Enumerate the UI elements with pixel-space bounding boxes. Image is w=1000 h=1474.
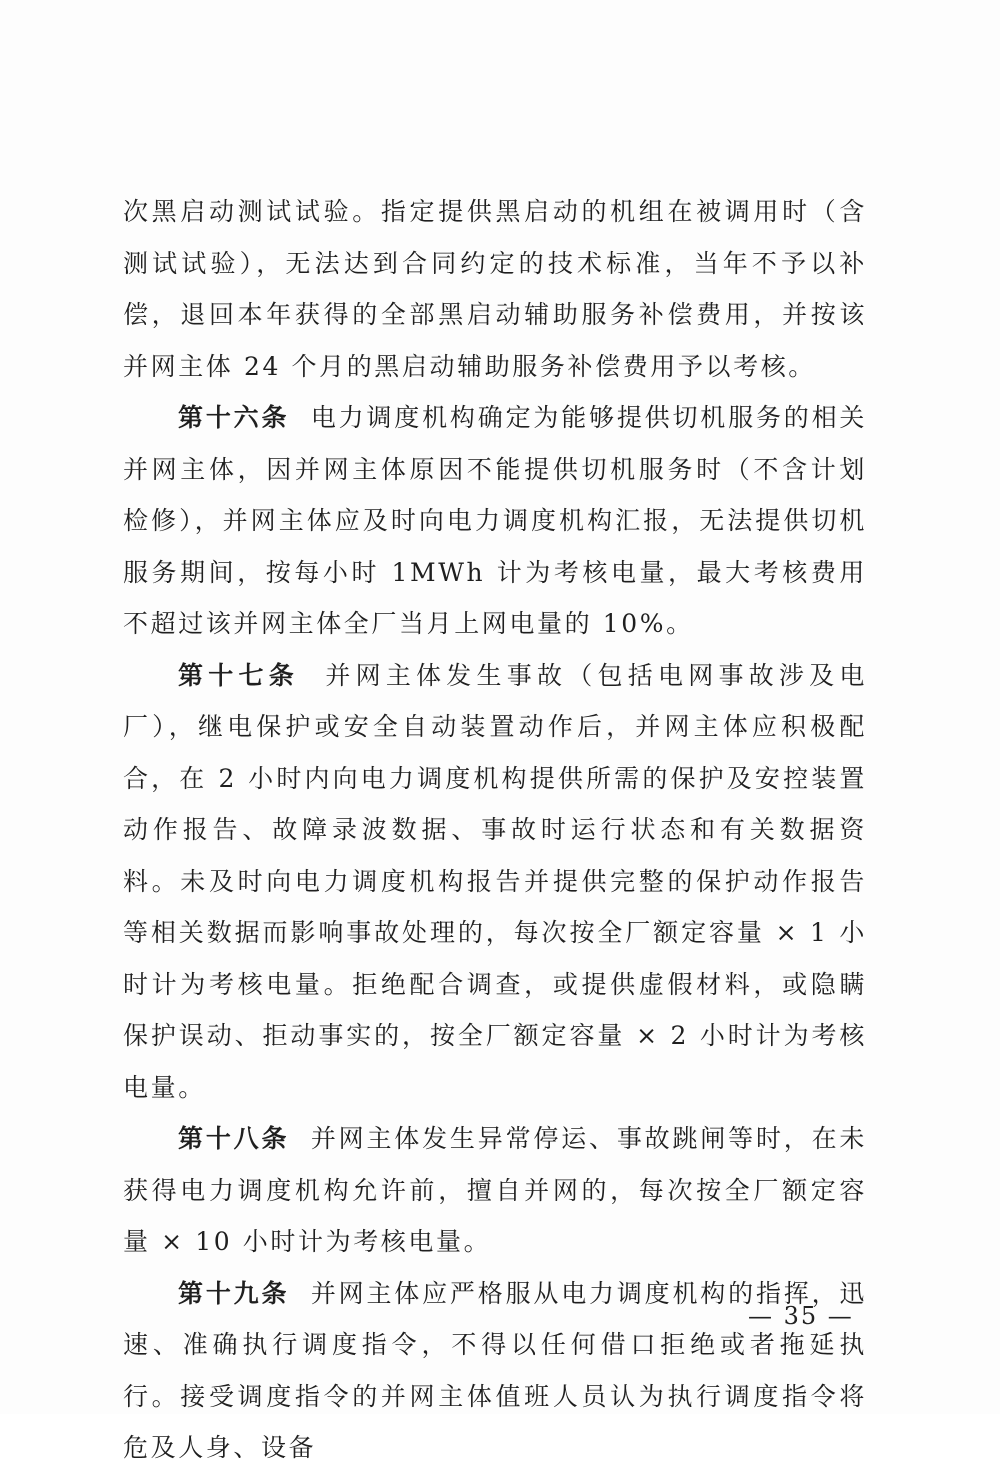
paragraph-article-18 [123,1113,867,1268]
body-text [123,186,867,1474]
paragraph-article-17 [123,650,867,1114]
paragraph-text: 并网主体应严格服从电力调度机构的指挥，迅速、准确执行调度指令，不得以任何借口拒绝或者拖延执行。接受调度指令的并网主体值班人员认为执行调度指令将危及人身、设备 [123,1278,867,1462]
paragraph-text: 电力调度机构确定为能够提供切机服务的相关并网主体，因并网主体原因不能提供切机服务时（不含计划检修），并网主体应及时向电力调度机构汇报，无法提供切机服务期间，按每小时 1MWh 计为考核电量，最大考核费用不超过该并网主体全厂当月上网电量的 10%。 [123,403,867,638]
article-heading: 第十九条 [178,1278,290,1308]
paragraph-text: 并网主体发生事故（包括电网事故涉及电厂），继电保护或安全自动装置动作后，并网主体应积极配合，在 2 小时内向电力调度机构提供所需的保护及安控装置动作报告、故障录波数据、事故时运行状态和有关数据资料。未及时向电力调度机构报告并提供完整的保护动作报告等相关数据而影响事故处理的，每次按全厂额定容量 × 1 小时计为考核电量。拒绝配合调查，或提供虚假材料，或隐瞒保护误动、拒动事实的，按全厂额定容量 × 2 小时计为考核电量。 [123,660,868,1102]
paragraph-article-16 [123,392,867,650]
paragraph-continued [123,186,867,392]
article-heading: 第十六条 [178,403,290,432]
article-heading: 第十八条 [178,1124,290,1153]
page-number: — 35 — [748,1302,854,1330]
article-heading: 第十七条 [178,660,299,690]
paragraph-text: 次黑启动测试试验。指定提供黑启动的机组在被调用时（含测试试验），无法达到合同约定的技术标准，当年不予以补偿，退回本年获得的全部黑启动辅助服务补偿费用，并按该并网主体 24 个月的黑启动辅助服务补偿费用予以考核。 [123,197,867,381]
paragraph-article-19 [123,1268,867,1474]
paragraph-text: 并网主体发生异常停运、事故跳闸等时，在未获得电力调度机构允许前，擅自并网的，每次按全厂额定容量 × 10 小时计为考核电量。 [123,1124,867,1256]
